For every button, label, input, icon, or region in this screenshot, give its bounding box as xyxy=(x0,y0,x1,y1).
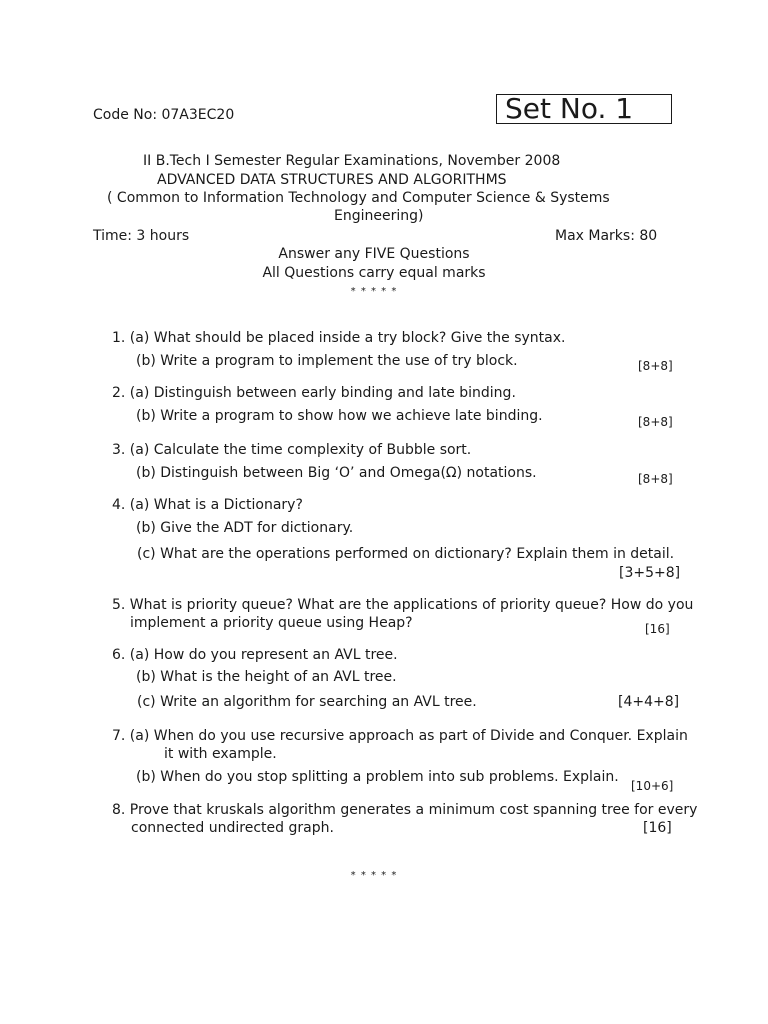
question-1b: (b) Write a program to implement the use of try block. xyxy=(136,353,518,369)
question-4b: (b) Give the ADT for dictionary. xyxy=(136,520,354,536)
question-2b: (b) Write a program to show how we achieve late binding. xyxy=(136,408,543,424)
header-stars: * * * * * xyxy=(350,286,398,297)
question-6c: (c) Write an algorithm for searching an AVL tree. xyxy=(137,694,477,710)
question-2a: 2. (a) Distinguish between early binding and late binding. xyxy=(112,385,516,401)
question-7a-line2: it with example. xyxy=(164,746,277,762)
question-3a: 3. (a) Calculate the time complexity of Bubble sort. xyxy=(112,442,472,458)
question-7a-line1: 7. (a) When do you use recursive approach as part of Divide and Conquer. Explain xyxy=(112,728,688,744)
question-6-marks: [4+4+8] xyxy=(618,694,680,710)
common-note-line2: Engineering) xyxy=(334,208,424,224)
subject-title: ADVANCED DATA STRUCTURES AND ALGORITHMS xyxy=(157,172,507,188)
question-5-line2: implement a priority queue using Heap? xyxy=(130,615,413,631)
question-1a: 1. (a) What should be placed inside a try block? Give the syntax. xyxy=(112,330,566,346)
question-5-line1: 5. What is priority queue? What are the applications of priority queue? How do you xyxy=(112,597,694,613)
question-4-marks: [3+5+8] xyxy=(619,565,681,581)
set-number: Set No. 1 xyxy=(505,92,634,125)
question-8-line1: 8. Prove that kruskals algorithm generates a minimum cost spanning tree for every xyxy=(112,802,698,818)
question-5-marks: [16] xyxy=(645,622,670,636)
exam-time: Time: 3 hours xyxy=(93,228,190,244)
question-7-marks: [10+6] xyxy=(631,779,674,793)
code-number: Code No: 07A3EC20 xyxy=(93,107,235,123)
question-3b: (b) Distinguish between Big ‘O’ and Omega(Ω) notations. xyxy=(136,465,537,481)
max-marks: Max Marks: 80 xyxy=(555,228,658,244)
footer-stars: * * * * * xyxy=(350,870,398,881)
question-8-marks: [16] xyxy=(643,820,672,836)
instruction-marks: All Questions carry equal marks xyxy=(262,265,486,281)
question-8-line2: connected undirected graph. xyxy=(131,820,334,836)
question-3-marks: [8+8] xyxy=(638,472,673,486)
exam-title: II B.Tech I Semester Regular Examinations, November 2008 xyxy=(143,153,561,169)
instruction-answer: Answer any FIVE Questions xyxy=(278,246,470,262)
common-note-line1: ( Common to Information Technology and Computer Science & Systems xyxy=(107,190,610,206)
question-6b: (b) What is the height of an AVL tree. xyxy=(136,669,397,685)
question-4c: (c) What are the operations performed on dictionary? Explain them in detail. xyxy=(137,546,675,562)
question-4a: 4. (a) What is a Dictionary? xyxy=(112,497,303,513)
question-1-marks: [8+8] xyxy=(638,359,673,373)
question-7b: (b) When do you stop splitting a problem into sub problems. Explain. xyxy=(136,769,619,785)
question-6a: 6. (a) How do you represent an AVL tree. xyxy=(112,647,398,663)
question-2-marks: [8+8] xyxy=(638,415,673,429)
